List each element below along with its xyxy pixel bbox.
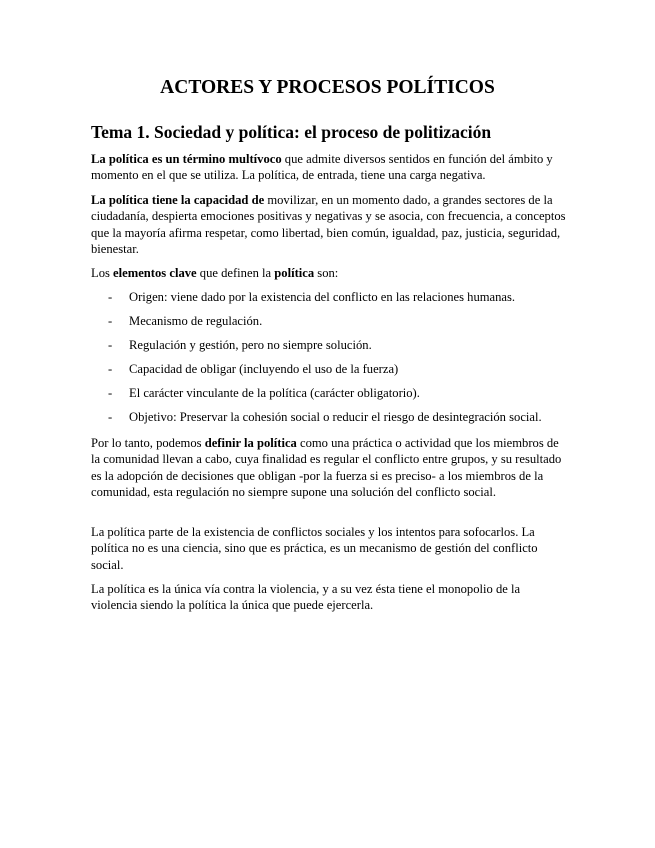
paragraph-3-bold-2: política (274, 266, 315, 280)
list-item-text: El carácter vinculante de la política (carácter obligatorio). (129, 386, 420, 400)
paragraph-3-pre: Los (91, 266, 114, 280)
list-bullet: - (108, 386, 113, 400)
list-item-text: Regulación y gestión, pero no siempre solución. (129, 338, 372, 352)
paragraph-1-bold: La política es un término multívoco (91, 152, 282, 166)
paragraph-6: La política es la única vía contra la violencia, y a su vez ésta tiene el monopolio de la violencia siendo la política la única que puede ejercerla. (91, 582, 521, 613)
list-item-text: Objetivo: Preservar la cohesión social o reducir el riesgo de desintegración social. (129, 410, 542, 424)
paragraph-3 (91, 265, 569, 281)
list-item (91, 289, 569, 313)
list-bullet: - (108, 410, 113, 424)
paragraph-4-text: como una práctica o actividad que los miembros de la comunidad llevan a cabo, cuya finalidad es regular el conflicto entre grupos, y su resultado es la adopción de decisiones que obligan -por la fuerza si es preciso- a los miembros de la comunidad, esta regulación no siempre supone una solución del conflicto social. (91, 436, 562, 500)
paragraph-4-pre: Por lo tanto, podemos (91, 436, 205, 450)
section-heading: Tema 1. Sociedad y política: el proceso de politización (91, 122, 492, 142)
key-elements-list (91, 289, 569, 433)
list-bullet: - (108, 314, 113, 328)
list-item (91, 385, 569, 409)
paragraph-1-text: que admite diversos sentidos en función del ámbito y momento en el que se utiliza. La política, de entrada, tiene una carga negativa. (91, 152, 553, 183)
paragraph-5: La política parte de la existencia de conflictos sociales y los intentos para sofocarlos. La política no es una ciencia, sino que es práctica, es un mecanismo de gestión del conflicto social. (91, 525, 538, 572)
paragraph-1 (91, 151, 569, 184)
paragraph-3-mid: que definen la (196, 266, 275, 280)
paragraph-2-text: movilizar, en un momento dado, a grandes sectores de la ciudadanía, despierta emociones positivas y negativas y se asocia, con frecuencia, a conceptos que la mayoría afirma respetar, como libertad, bien común, igualdad, paz, justicia, seguridad, bienestar. (91, 193, 566, 257)
paragraph-2-bold: La política tiene la capacidad de (91, 193, 265, 207)
paragraph-4-bold: definir la política (204, 436, 297, 450)
list-item-text: Origen: viene dado por la existencia del conflicto en las relaciones humanas. (129, 290, 516, 304)
list-item (91, 361, 569, 385)
list-item-text: Mecanismo de regulación. (129, 314, 263, 328)
list-item (91, 337, 569, 361)
paragraph-3-bold-1: elementos clave (113, 266, 197, 280)
list-bullet: - (108, 362, 113, 376)
document-title: ACTORES Y PROCESOS POLÍTICOS (160, 77, 495, 98)
paragraph-2 (91, 192, 569, 258)
list-item-text: Capacidad de obligar (incluyendo el uso de la fuerza) (129, 362, 399, 376)
list-bullet: - (108, 338, 113, 352)
paragraph-4 (91, 435, 569, 501)
list-bullet: - (108, 290, 113, 304)
list-item (91, 313, 569, 337)
paragraph-3-post: son: (314, 266, 339, 280)
list-item (91, 409, 569, 433)
